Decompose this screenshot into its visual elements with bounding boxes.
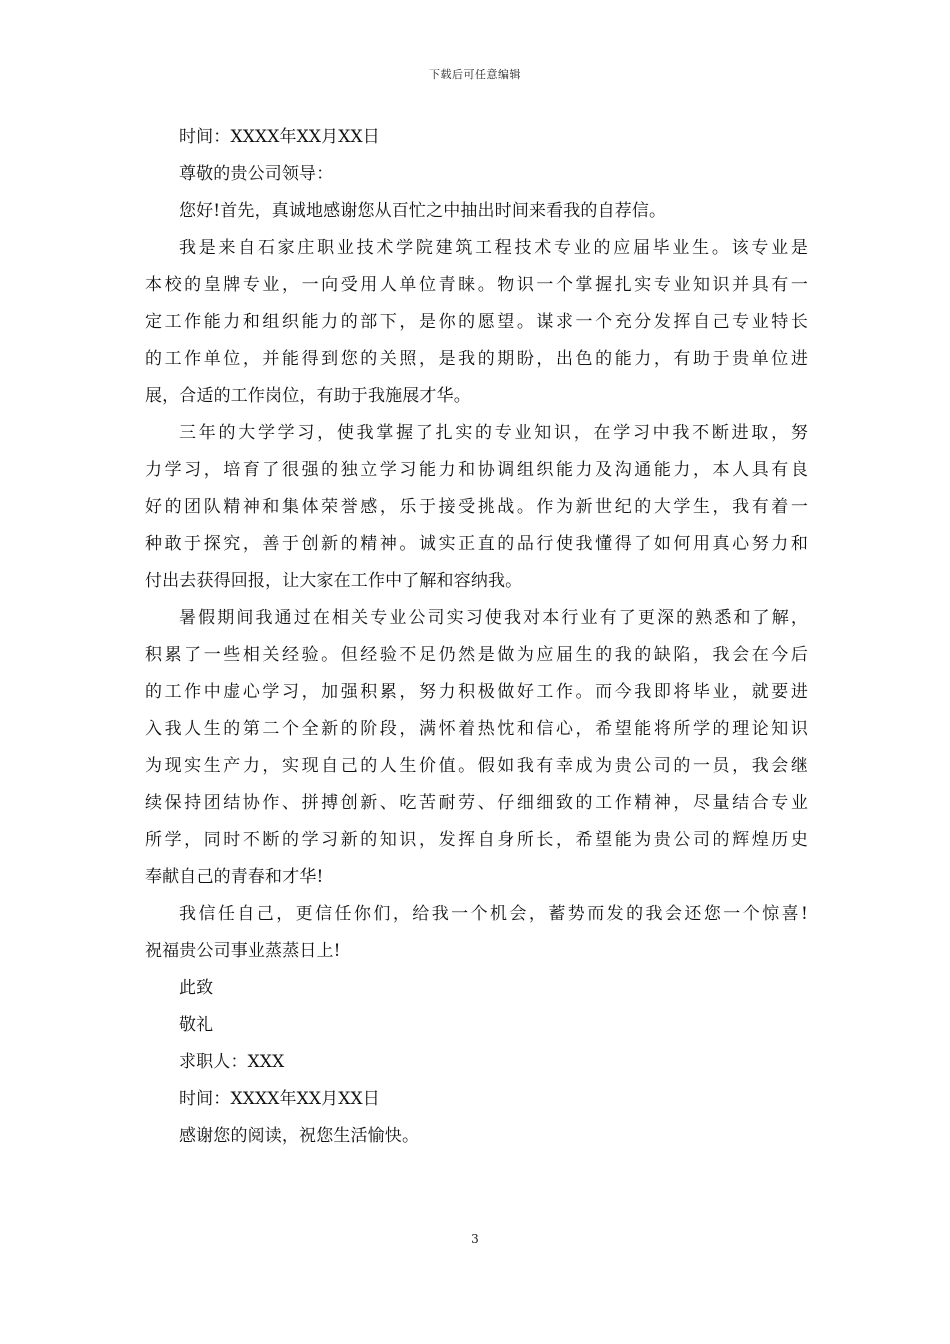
salutation: 尊敬的贵公司领导：	[179, 164, 334, 184]
paragraph-internship	[145, 600, 808, 896]
paragraph-conclusion	[145, 896, 808, 970]
greeting: 您好!首先，真诚地感谢您从百忙之中抽出时间来看我的自荐信。	[179, 201, 667, 221]
paragraph-line: 我信任自己，更信任你们，给我一个机会，蓄势而发的我会还您一个惊喜!	[179, 904, 808, 924]
paragraph-line: 的工作中虚心学习，加强积累，努力积极做好工作。而今我即将毕业，就要进	[145, 682, 808, 702]
paragraph-line: 好的团队精神和集体荣誉感，乐于接受挑战。作为新世纪的大学生，我有着一	[145, 497, 808, 517]
paragraph-line: 入我人生的第二个全新的阶段，满怀着热忱和信心，希望能将所学的理论知识	[145, 719, 808, 739]
page-number: 3	[471, 1232, 479, 1246]
closing-salute: 敬礼	[179, 1015, 214, 1035]
date-top: 时间：XXXX年XX月XX日	[179, 127, 380, 147]
paragraph-line: 付出去获得回报，让大家在工作中了解和容纳我。	[145, 571, 523, 591]
paragraph-line: 所学，同时不断的学习新的知识，发挥自身所长，希望能为贵公司的辉煌历史	[145, 830, 808, 850]
paragraph-line: 本校的皇牌专业，一向受用人单位青睐。物识一个掌握扎实专业知识并具有一	[145, 275, 808, 295]
paragraph-line: 展，合适的工作岗位，有助于我施展才华。	[145, 386, 471, 406]
paragraph-line: 的工作单位，并能得到您的关照，是我的期盼，出色的能力，有助于贵单位进	[145, 349, 808, 369]
paragraph-line: 祝福贵公司事业蒸蒸日上!	[145, 941, 341, 961]
paragraph-study	[145, 415, 808, 600]
paragraph-line: 定工作能力和组织能力的部下，是你的愿望。谋求一个充分发挥自己专业特长	[145, 312, 808, 332]
paragraph-line: 为现实生产力，实现自己的人生价值。假如我有幸成为贵公司的一员，我会继	[145, 756, 808, 776]
closing-regards: 此致	[179, 978, 214, 998]
date-bottom: 时间：XXXX年XX月XX日	[179, 1089, 380, 1109]
applicant-signature: 求职人：XXX	[179, 1052, 285, 1072]
paragraph-line: 暑假期间我通过在相关专业公司实习使我对本行业有了更深的熟悉和了解，	[179, 608, 808, 628]
thanks-note: 感谢您的阅读，祝您生活愉快。	[179, 1126, 420, 1146]
header-note: 下载后可任意编辑	[429, 68, 521, 81]
paragraph-line: 奉献自己的青春和才华!	[145, 867, 324, 887]
paragraph-line: 三年的大学学习，使我掌握了扎实的专业知识，在学习中我不断进取，努	[179, 423, 808, 443]
paragraph-line: 积累了一些相关经验。但经验不足仍然是做为应届生的我的缺陷，我会在今后	[145, 645, 808, 665]
paragraph-line: 续保持团结协作、拼搏创新、吃苦耐劳、仔细细致的工作精神，尽量结合专业	[145, 793, 808, 813]
paragraph-introduction	[145, 230, 808, 415]
paragraph-line: 我是来自石家庄职业技术学院建筑工程技术专业的应届毕业生。该专业是	[179, 238, 808, 258]
paragraph-line: 种敢于探究，善于创新的精神。诚实正直的品行使我懂得了如何用真心努力和	[145, 534, 808, 554]
letter-body	[145, 119, 808, 1155]
paragraph-line: 力学习，培育了很强的独立学习能力和协调组织能力及沟通能力，本人具有良	[145, 460, 808, 480]
